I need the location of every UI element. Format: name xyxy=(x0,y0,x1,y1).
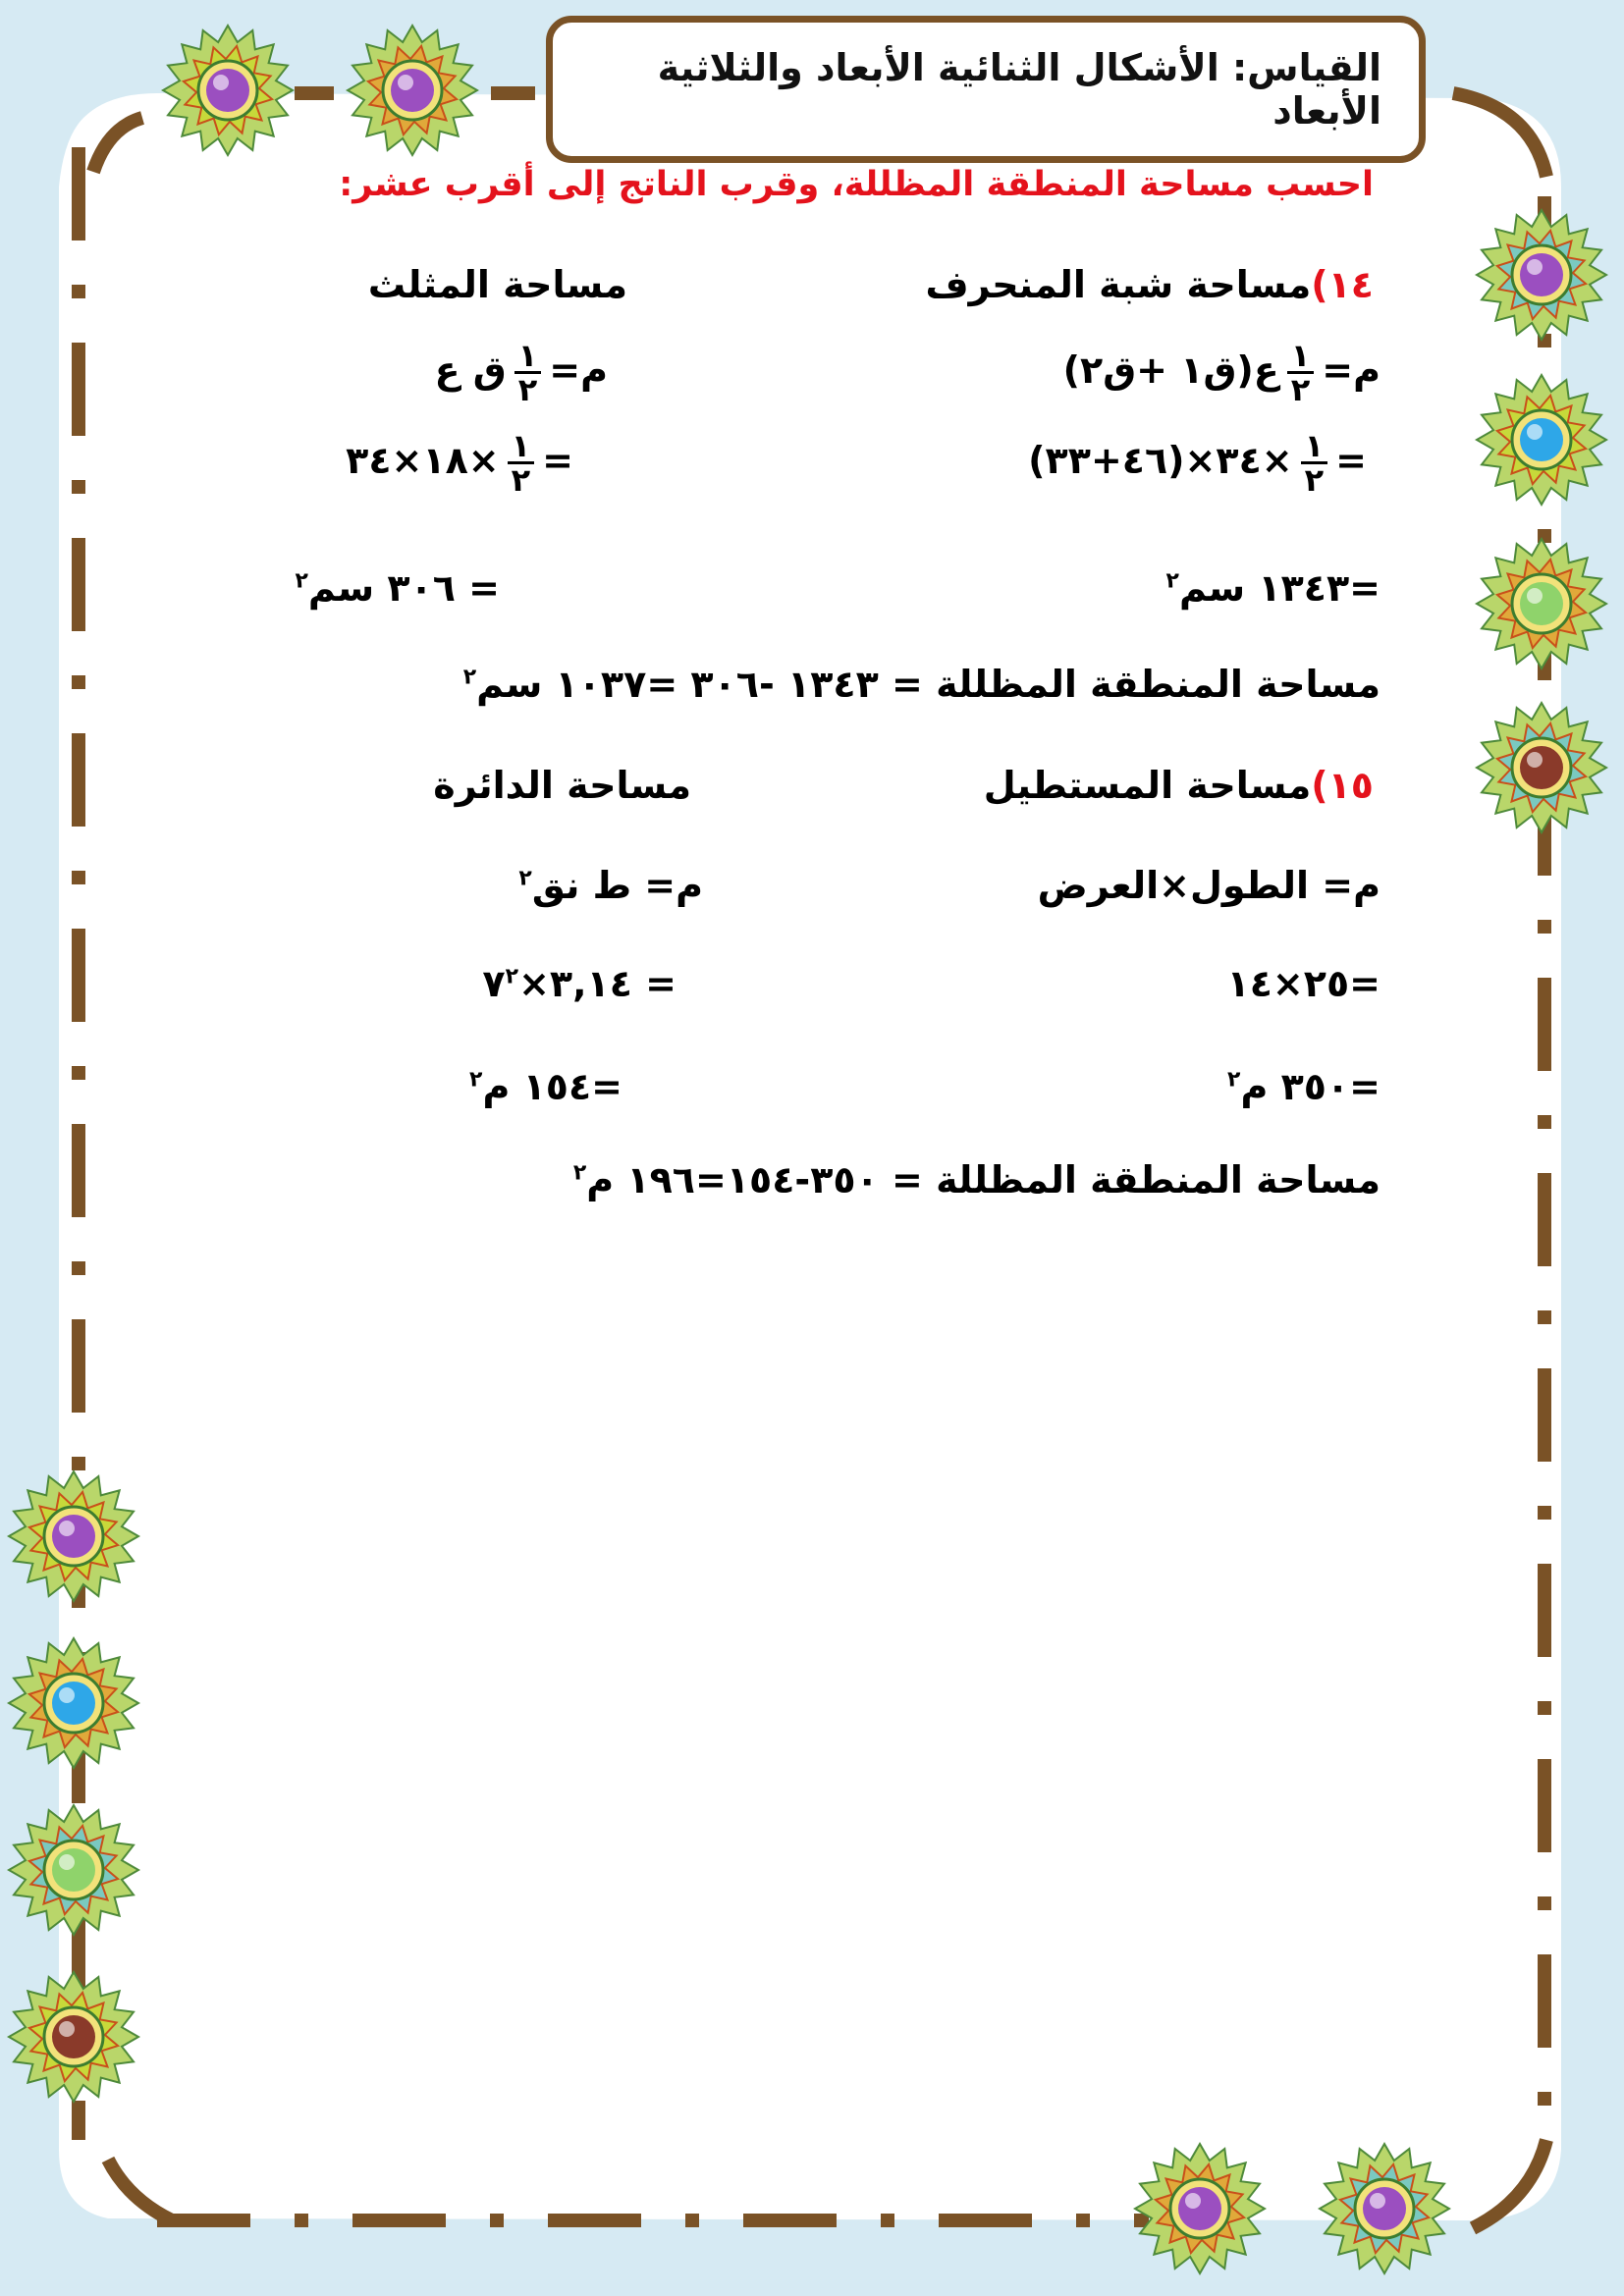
formula-prefix: = xyxy=(542,439,573,482)
q15-shaded-area xyxy=(573,1158,1380,1201)
q15-circ-result xyxy=(469,1065,623,1108)
q15-circ-line1 xyxy=(518,864,703,907)
formula-prefix: م= xyxy=(1322,348,1380,392)
q15-circle-title: مساحة الدائرة xyxy=(433,764,691,807)
formula-body: م= ط نق xyxy=(531,864,703,907)
formula-body: ×٣٤×(٤٦+٣٣) xyxy=(1028,439,1293,482)
result-text: =١٥٤ م xyxy=(482,1065,623,1108)
formula-body: ق ع xyxy=(434,348,507,392)
q14-tri-line2 xyxy=(346,427,573,499)
result-text: مساحة المنطقة المظللة = ٣٥٠-١٥٤=١٩٦ م xyxy=(586,1158,1380,1201)
q15-circ-line2 xyxy=(482,962,677,1005)
q14-number: ١٤) xyxy=(1311,263,1374,306)
q14-triangle-title: مساحة المثلث xyxy=(367,263,627,306)
exponent: ٢ xyxy=(1227,1067,1241,1093)
formula-body: = ٣,١٤×٧ xyxy=(482,962,677,1005)
q14-tri-line1 xyxy=(434,337,608,408)
fraction-numerator: ١ xyxy=(508,430,535,464)
fraction-half xyxy=(1301,427,1328,499)
page-title: القياس: الأشكال الثنائية الأبعاد والثلاثية الأبعاد xyxy=(657,46,1381,133)
page-background xyxy=(59,93,1561,2220)
flower-blue-icon xyxy=(9,1638,138,1768)
q14-trap-line1 xyxy=(1062,337,1380,408)
exponent: ٢ xyxy=(462,665,477,690)
q15-rectangle-heading xyxy=(984,764,1374,807)
exponent: ٢ xyxy=(469,1067,483,1093)
fraction-numerator: ١ xyxy=(1301,430,1328,464)
q15-rect-line2: =٢٥×١٤ xyxy=(1226,962,1380,1005)
exponent: ٢ xyxy=(518,866,532,891)
flower-maroon-icon xyxy=(9,1972,138,2102)
flower-purple-icon xyxy=(1477,210,1606,340)
q14-tri-result xyxy=(295,566,500,610)
fraction-denominator: ٢ xyxy=(1304,461,1325,499)
q15-rectangle-title: مساحة المستطيل xyxy=(983,764,1312,807)
flower-purple-icon xyxy=(9,1471,138,1601)
flower-green-icon xyxy=(1477,539,1606,668)
flower-purple-icon xyxy=(163,26,293,155)
result-text: =٣٥٠ م xyxy=(1240,1065,1380,1108)
fraction-numerator: ١ xyxy=(1287,340,1315,374)
result-text: = ٣٠٦ سم xyxy=(307,566,500,610)
q14-shaded-area xyxy=(463,663,1380,706)
formula-prefix: م= xyxy=(549,348,608,392)
q14-trapezoid-heading xyxy=(926,263,1375,306)
q15-number: ١٥) xyxy=(1311,764,1374,807)
q14-trap-result xyxy=(1166,566,1380,610)
fraction-half xyxy=(514,337,542,408)
title-box xyxy=(546,16,1426,163)
q14-trap-line2 xyxy=(1028,427,1367,499)
q15-rect-result xyxy=(1227,1065,1380,1108)
flower-maroon-icon xyxy=(1477,703,1606,832)
exponent: ٢ xyxy=(1165,568,1179,594)
result-text: مساحة المنطقة المظللة = ١٣٤٣ -٣٠٦ =١٠٣٧ سم xyxy=(476,663,1380,706)
flower-purple-icon xyxy=(1320,2144,1449,2273)
fraction-half xyxy=(508,427,535,499)
fraction-denominator: ٢ xyxy=(517,371,538,408)
flower-green-icon xyxy=(9,1805,138,1935)
flower-blue-icon xyxy=(1477,375,1606,505)
exponent: ٢ xyxy=(572,1160,587,1186)
fraction-half xyxy=(1287,337,1315,408)
q15-rect-line1: م= الطول×العرض xyxy=(1037,864,1380,907)
fraction-denominator: ٢ xyxy=(511,461,531,499)
flower-purple-icon xyxy=(1135,2144,1265,2273)
exponent: ٢ xyxy=(295,568,308,594)
flower-purple-icon xyxy=(348,26,477,155)
formula-prefix: = xyxy=(1335,439,1367,482)
exponent: ٢ xyxy=(505,964,519,989)
instruction-text: احسب مساحة المنطقة المظللة، وقرب الناتج إلى أقرب عشر: xyxy=(339,165,1374,204)
q14-trapezoid-title: مساحة شبة المنحرف xyxy=(925,263,1312,306)
formula-body: ×١٨×٣٤ xyxy=(346,439,500,482)
fraction-denominator: ٢ xyxy=(1290,371,1311,408)
formula-body: ع(ق١ +ق٢) xyxy=(1062,348,1279,392)
fraction-numerator: ١ xyxy=(514,340,542,374)
result-text: =١٣٤٣ سم xyxy=(1178,566,1380,610)
